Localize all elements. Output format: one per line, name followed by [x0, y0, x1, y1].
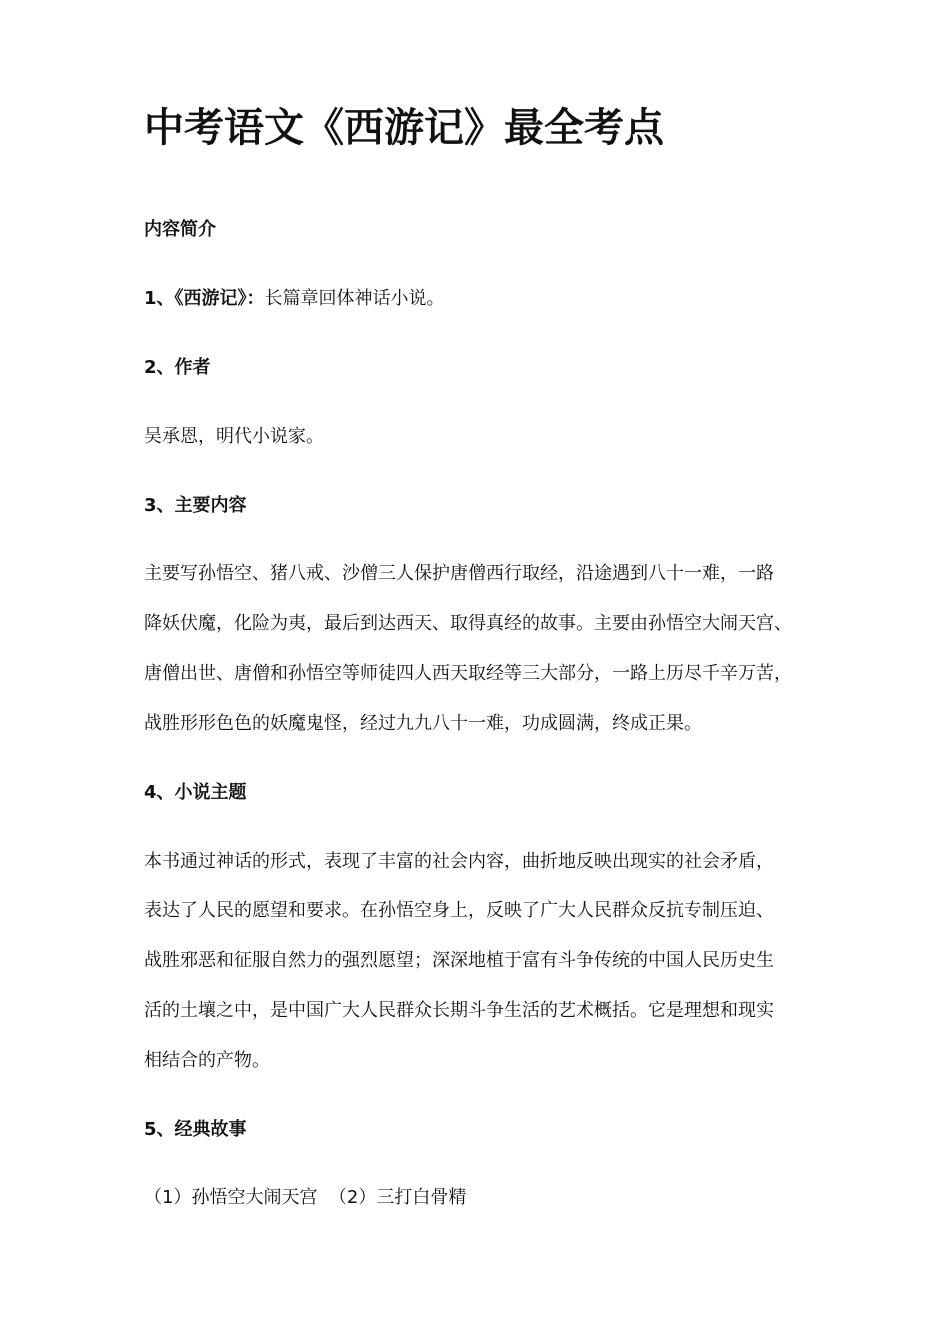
- item-3-line: 降妖伏魔，化险为夷，最后到达西天、取得真经的故事。主要由孙悟空大闹天宫、: [144, 613, 792, 634]
- item-4-heading: 4、小说主题: [144, 782, 247, 803]
- item-2-text: 吴承恩，明代小说家。: [144, 426, 324, 447]
- item-3-heading: 3、主要内容: [144, 495, 247, 516]
- item-1-paragraph: [144, 287, 445, 311]
- item-5-text: （1）孙悟空大闹天宫 （2）三打白骨精: [144, 1187, 467, 1208]
- item-1-label: 1、《西游记》：: [144, 288, 265, 309]
- item-3-line: 主要写孙悟空、猪八戒、沙僧三人保护唐僧西行取经，沿途遇到八十一难，一路: [144, 563, 774, 584]
- section-heading-intro: 内容简介: [144, 219, 216, 240]
- item-4-line: 相结合的产物。: [144, 1050, 270, 1071]
- item-2-heading: 2、作者: [144, 357, 211, 378]
- item-1-text: 长篇章回体神话小说。: [264, 288, 445, 309]
- item-4-line: 活的土壤之中，是中国广大人民群众长期斗争生活的艺术概括。它是理想和现实: [144, 1000, 774, 1021]
- item-3-line: 唐僧出世、唐僧和孙悟空等师徒四人西天取经等三大部分，一路上历尽千辛万苦，: [144, 663, 792, 684]
- page-title: 中考语文《西游记》最全考点: [144, 105, 664, 151]
- item-4-line: 表达了人民的愿望和要求。在孙悟空身上，反映了广大人民群众反抗专制压迫、: [144, 900, 774, 921]
- item-3-line: 战胜形形色色的妖魔鬼怪，经过九九八十一难，功成圆满，终成正果。: [144, 713, 702, 734]
- item-4-line: 本书通过神话的形式，表现了丰富的社会内容，曲折地反映出现实的社会矛盾，: [144, 851, 774, 872]
- item-5-heading: 5、经典故事: [144, 1119, 247, 1140]
- item-4-line: 战胜邪恶和征服自然力的强烈愿望；深深地植于富有斗争传统的中国人民历史生: [144, 950, 774, 971]
